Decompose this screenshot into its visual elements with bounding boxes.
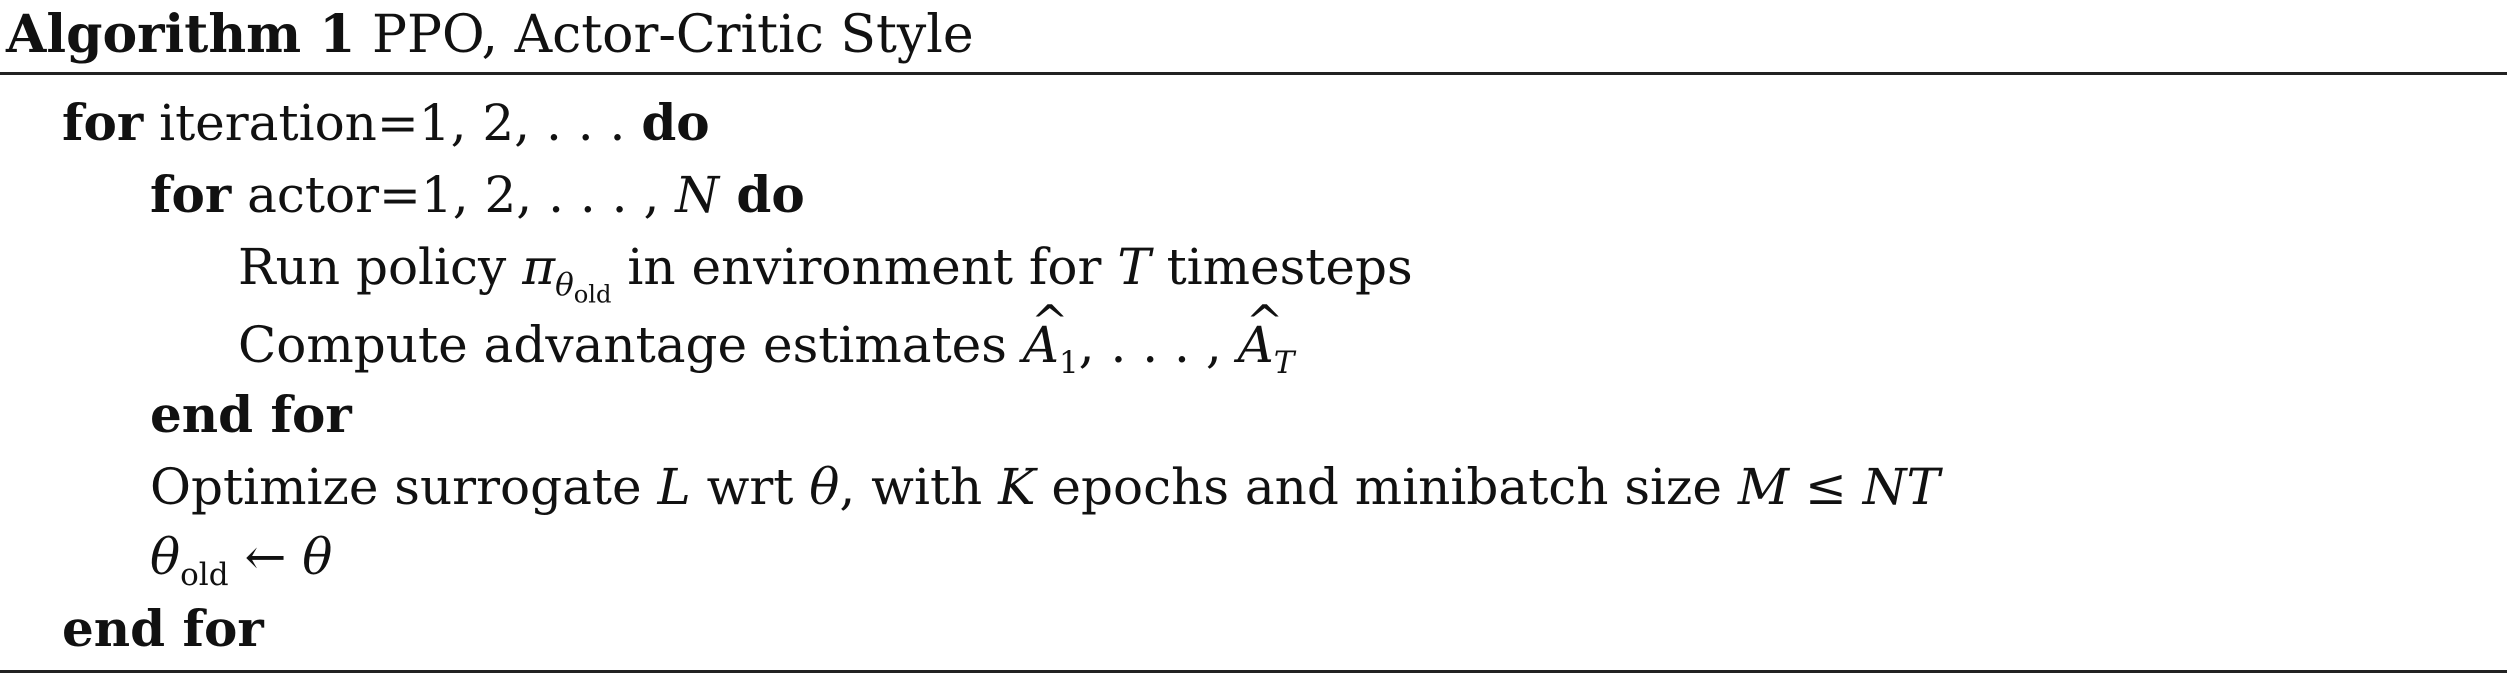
text-with: , with [839, 458, 999, 516]
keyword-do: do [641, 93, 710, 152]
var-nt: NT [1862, 458, 1940, 516]
algorithm-label: Algorithm 1 [6, 4, 356, 65]
keyword-for: for [62, 93, 144, 152]
symbol-theta: θ [302, 528, 333, 586]
text-optimize: Optimize surrogate [150, 458, 658, 516]
line-update-theta [150, 526, 333, 593]
line-outer-for [62, 92, 710, 154]
text-ellipsis: , . . . , [1078, 316, 1238, 374]
keyword-do: do [719, 165, 805, 224]
line-advantage [238, 314, 1295, 381]
var-l: L [657, 458, 691, 516]
line-optimize [150, 456, 1940, 518]
text-timesteps: timesteps [1150, 238, 1413, 296]
subscript-old: old [573, 280, 612, 309]
symbol-leq: ≤ [1789, 458, 1863, 516]
text-run-policy: Run policy [238, 238, 523, 296]
line-end-inner-for [150, 384, 352, 446]
line-run-policy [238, 236, 1413, 309]
keyword-end-for: end for [62, 599, 264, 658]
text-wrt: wrt [690, 458, 810, 516]
symbol-theta: θ [809, 458, 840, 516]
text-epochs: epochs and minibatch size [1035, 458, 1738, 516]
symbol-arrow: ← [228, 528, 303, 586]
subscript-old: old [180, 556, 229, 593]
symbol-theta: θ [555, 266, 574, 303]
keyword-for: for [150, 165, 232, 224]
var-k: K [998, 458, 1036, 516]
var-t: T [1117, 238, 1151, 296]
line-inner-for [150, 164, 805, 226]
algorithm-title: PPO, Actor-Critic Style [371, 5, 974, 65]
line-end-outer-for [62, 598, 264, 660]
var-n: N [675, 166, 719, 224]
symbol-a-hat-t: ^ A [1238, 314, 1274, 376]
text-compute-advantage: Compute advantage estimates [238, 316, 1023, 374]
symbol-a-hat-1: ^ A [1023, 314, 1059, 376]
subscript-t: T [1273, 344, 1295, 381]
loop-range-text: iteration=1, 2, . . . [143, 94, 642, 152]
symbol-theta: θ [150, 528, 181, 586]
algorithm-header [6, 4, 974, 66]
text-environment: in environment for [611, 238, 1118, 296]
keyword-end-for: end for [150, 385, 352, 444]
top-rule [0, 72, 2507, 75]
subscript-1: 1 [1058, 344, 1079, 381]
bottom-rule [0, 670, 2507, 673]
symbol-pi: π [522, 238, 556, 296]
loop-range-text: actor=1, 2, . . . , [231, 166, 676, 224]
var-m: M [1737, 458, 1790, 516]
